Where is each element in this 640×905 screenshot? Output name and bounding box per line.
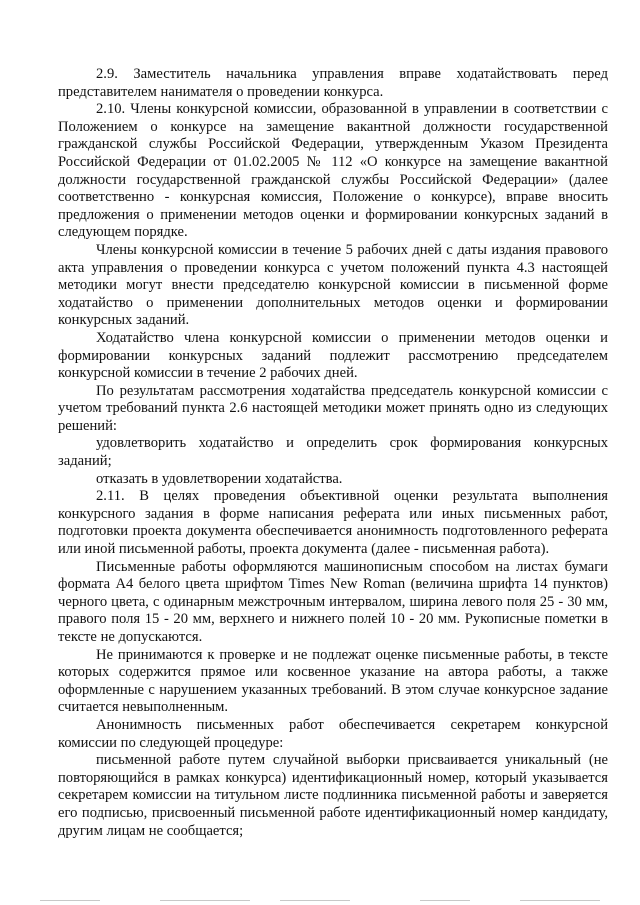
- paragraph-2-11: 2.11. В целях проведения объективной оценки результата выполнения конкурсного задания в форме написания реферата или иных письменных работ, подготовки проекта документа обеспечивается анонимность подготовленного реферата или иной письменной работы, проекта документа (далее - письменная работа).: [58, 488, 608, 558]
- paragraph-decision-refuse: отказать в удовлетворении ходатайства.: [96, 470, 343, 487]
- paragraph-formatting-rules: Письменные работы оформляются машинописным способом на листах бумаги формата А4 белого цвета шрифтом Times New Roman (величина шрифта 14 пунктов) черного цвета, с одинарным межстрочным интервалом, ширина левого поля 25 - 30 мм, правого поля 15 - 20 мм, верхнего и нижнего полей 10 - 20 мм. Рукописные пометки в тексте не допускаются.: [58, 558, 608, 645]
- scan-edge-marks: [0, 893, 640, 901]
- paragraph-rejection-rules: Не принимаются к проверке и не подлежат оценке письменные работы, в тексте которых содержится прямое или косвенное указание на автора работы, а также оформленные с нарушением указанных требований. В этом случае конкурсное задание считается невыполненным.: [58, 646, 608, 716]
- paragraph-anonymity: Анонимность письменных работ обеспечивается секретарем конкурсной комиссии по следующей процедуре:: [58, 716, 608, 751]
- document-page: [58, 66, 608, 840]
- paragraph-review-results: По результатам рассмотрения ходатайства председатель конкурсной комиссии с учетом требований пункта 2.6 настоящей методики может принять одно из следующих решений:: [58, 382, 608, 434]
- paragraph-2-9: 2.9. Заместитель начальника управления вправе ходатайствовать перед представителем нанимателя о проведении конкурса.: [58, 66, 608, 100]
- paragraph-2-10: 2.10. Члены конкурсной комиссии, образованной в управлении в соответствии с Положением о конкурсе на замещение вакантной должности государственной гражданской службы Российской Федерации, утвержденным Указом Президента Российской Федерации от 01.02.2005 № 112 «О конкурсе на замещение вакантной должности государственной гражданской службы Российской Федерации» (далее соответственно - конкурсная комиссия, Положение о конкурсе), вправе вносить предложения о применении методов оценки и формировании конкурсных заданий в следующем порядке.: [58, 101, 608, 241]
- paragraph-id-number: письменной работе путем случайной выборки присваивается уникальный (не повторяющийся в рамках конкурса) идентификационный номер, который указывается секретарем комиссии на титульном листе подлинника письменной работы и заверяется его подписью, присвоенный письменной работе идентификационный номер кандидату, другим лицам не сообщается;: [58, 752, 608, 839]
- paragraph-petition-review: Ходатайство члена конкурсной комиссии о применении методов оценки и формировании конкурсных заданий подлежит рассмотрению председателем конкурсной комиссии в течение 2 рабочих дней.: [58, 329, 608, 382]
- paragraph-members-deadline: Члены конкурсной комиссии в течение 5 рабочих дней с даты издания правового акта управления о проведении конкурса с учетом положений пункта 4.3 настоящей методики могут внести председателю конкурсной комиссии в письменной форме ходатайство о применении дополнительных методов оценки и формировании конкурсных заданий.: [58, 241, 608, 329]
- paragraph-decision-approve: удовлетворить ходатайство и определить срок формирования конкурсных заданий;: [58, 435, 608, 470]
